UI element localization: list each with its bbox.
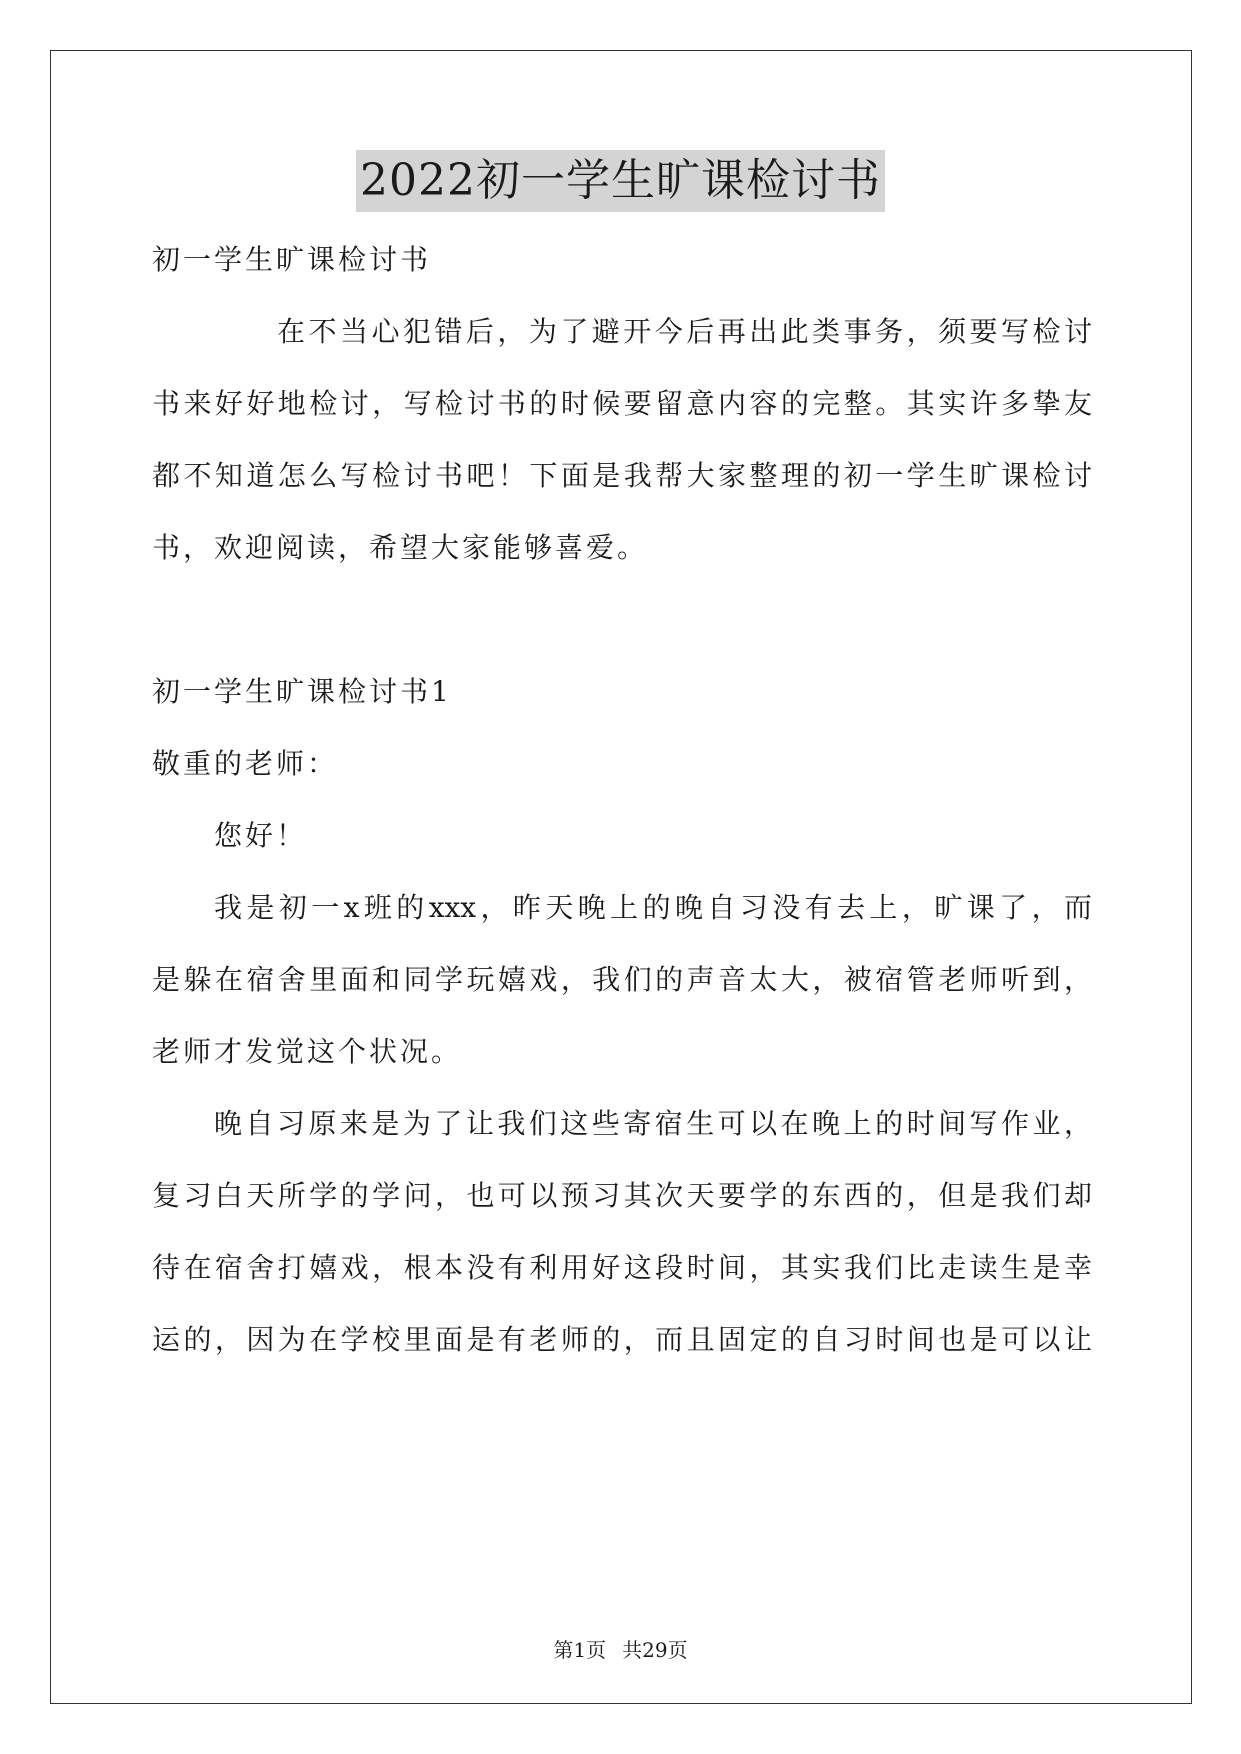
paragraph-line: 老师才发觉这个状况。 bbox=[152, 1035, 463, 1068]
page-total: 共29页 bbox=[622, 1638, 688, 1662]
title-wrap bbox=[0, 150, 1241, 212]
greeting: 您好！ bbox=[214, 819, 308, 852]
document-title: 2022初一学生旷课检讨书 bbox=[356, 150, 885, 212]
paragraph-line: 待在宿舍打嬉戏，根本没有利用好这段时间，其实我们比走读生是幸 bbox=[152, 1251, 1092, 1284]
intro-line: 都不知道怎么写检讨书吧！下面是我帮大家整理的初一学生旷课检讨 bbox=[152, 459, 1092, 492]
intro-line: 在不当心犯错后，为了避开今后再出此类事务，须要写检讨 bbox=[277, 315, 1092, 348]
paragraph-line: 运的，因为在学校里面是有老师的，而且固定的自习时间也是可以让 bbox=[152, 1323, 1092, 1356]
section-heading: 初一学生旷课检讨书1 bbox=[152, 675, 452, 708]
paragraph-line: 是躲在宿舍里面和同学玩嬉戏，我们的声音太大，被宿管老师听到， bbox=[152, 963, 1092, 996]
paragraph-line: 晚自习原来是为了让我们这些寄宿生可以在晚上的时间写作业， bbox=[214, 1107, 1092, 1140]
page-footer bbox=[0, 1636, 1241, 1664]
paragraph-line: 复习白天所学的学问，也可以预习其次天要学的东西的，但是我们却 bbox=[152, 1179, 1092, 1212]
intro-line: 书来好好地检讨，写检讨书的时候要留意内容的完整。其实许多挚友 bbox=[152, 387, 1092, 420]
paragraph-line: 我是初一x班的xxx，昨天晚上的晚自习没有去上，旷课了，而 bbox=[214, 891, 1092, 924]
salutation: 敬重的老师： bbox=[152, 747, 339, 780]
intro-line: 书，欢迎阅读，希望大家能够喜爱。 bbox=[152, 531, 649, 564]
subtitle: 初一学生旷课检讨书 bbox=[152, 243, 432, 276]
page-frame bbox=[50, 50, 1192, 1704]
page-number: 第1页 bbox=[553, 1638, 607, 1662]
